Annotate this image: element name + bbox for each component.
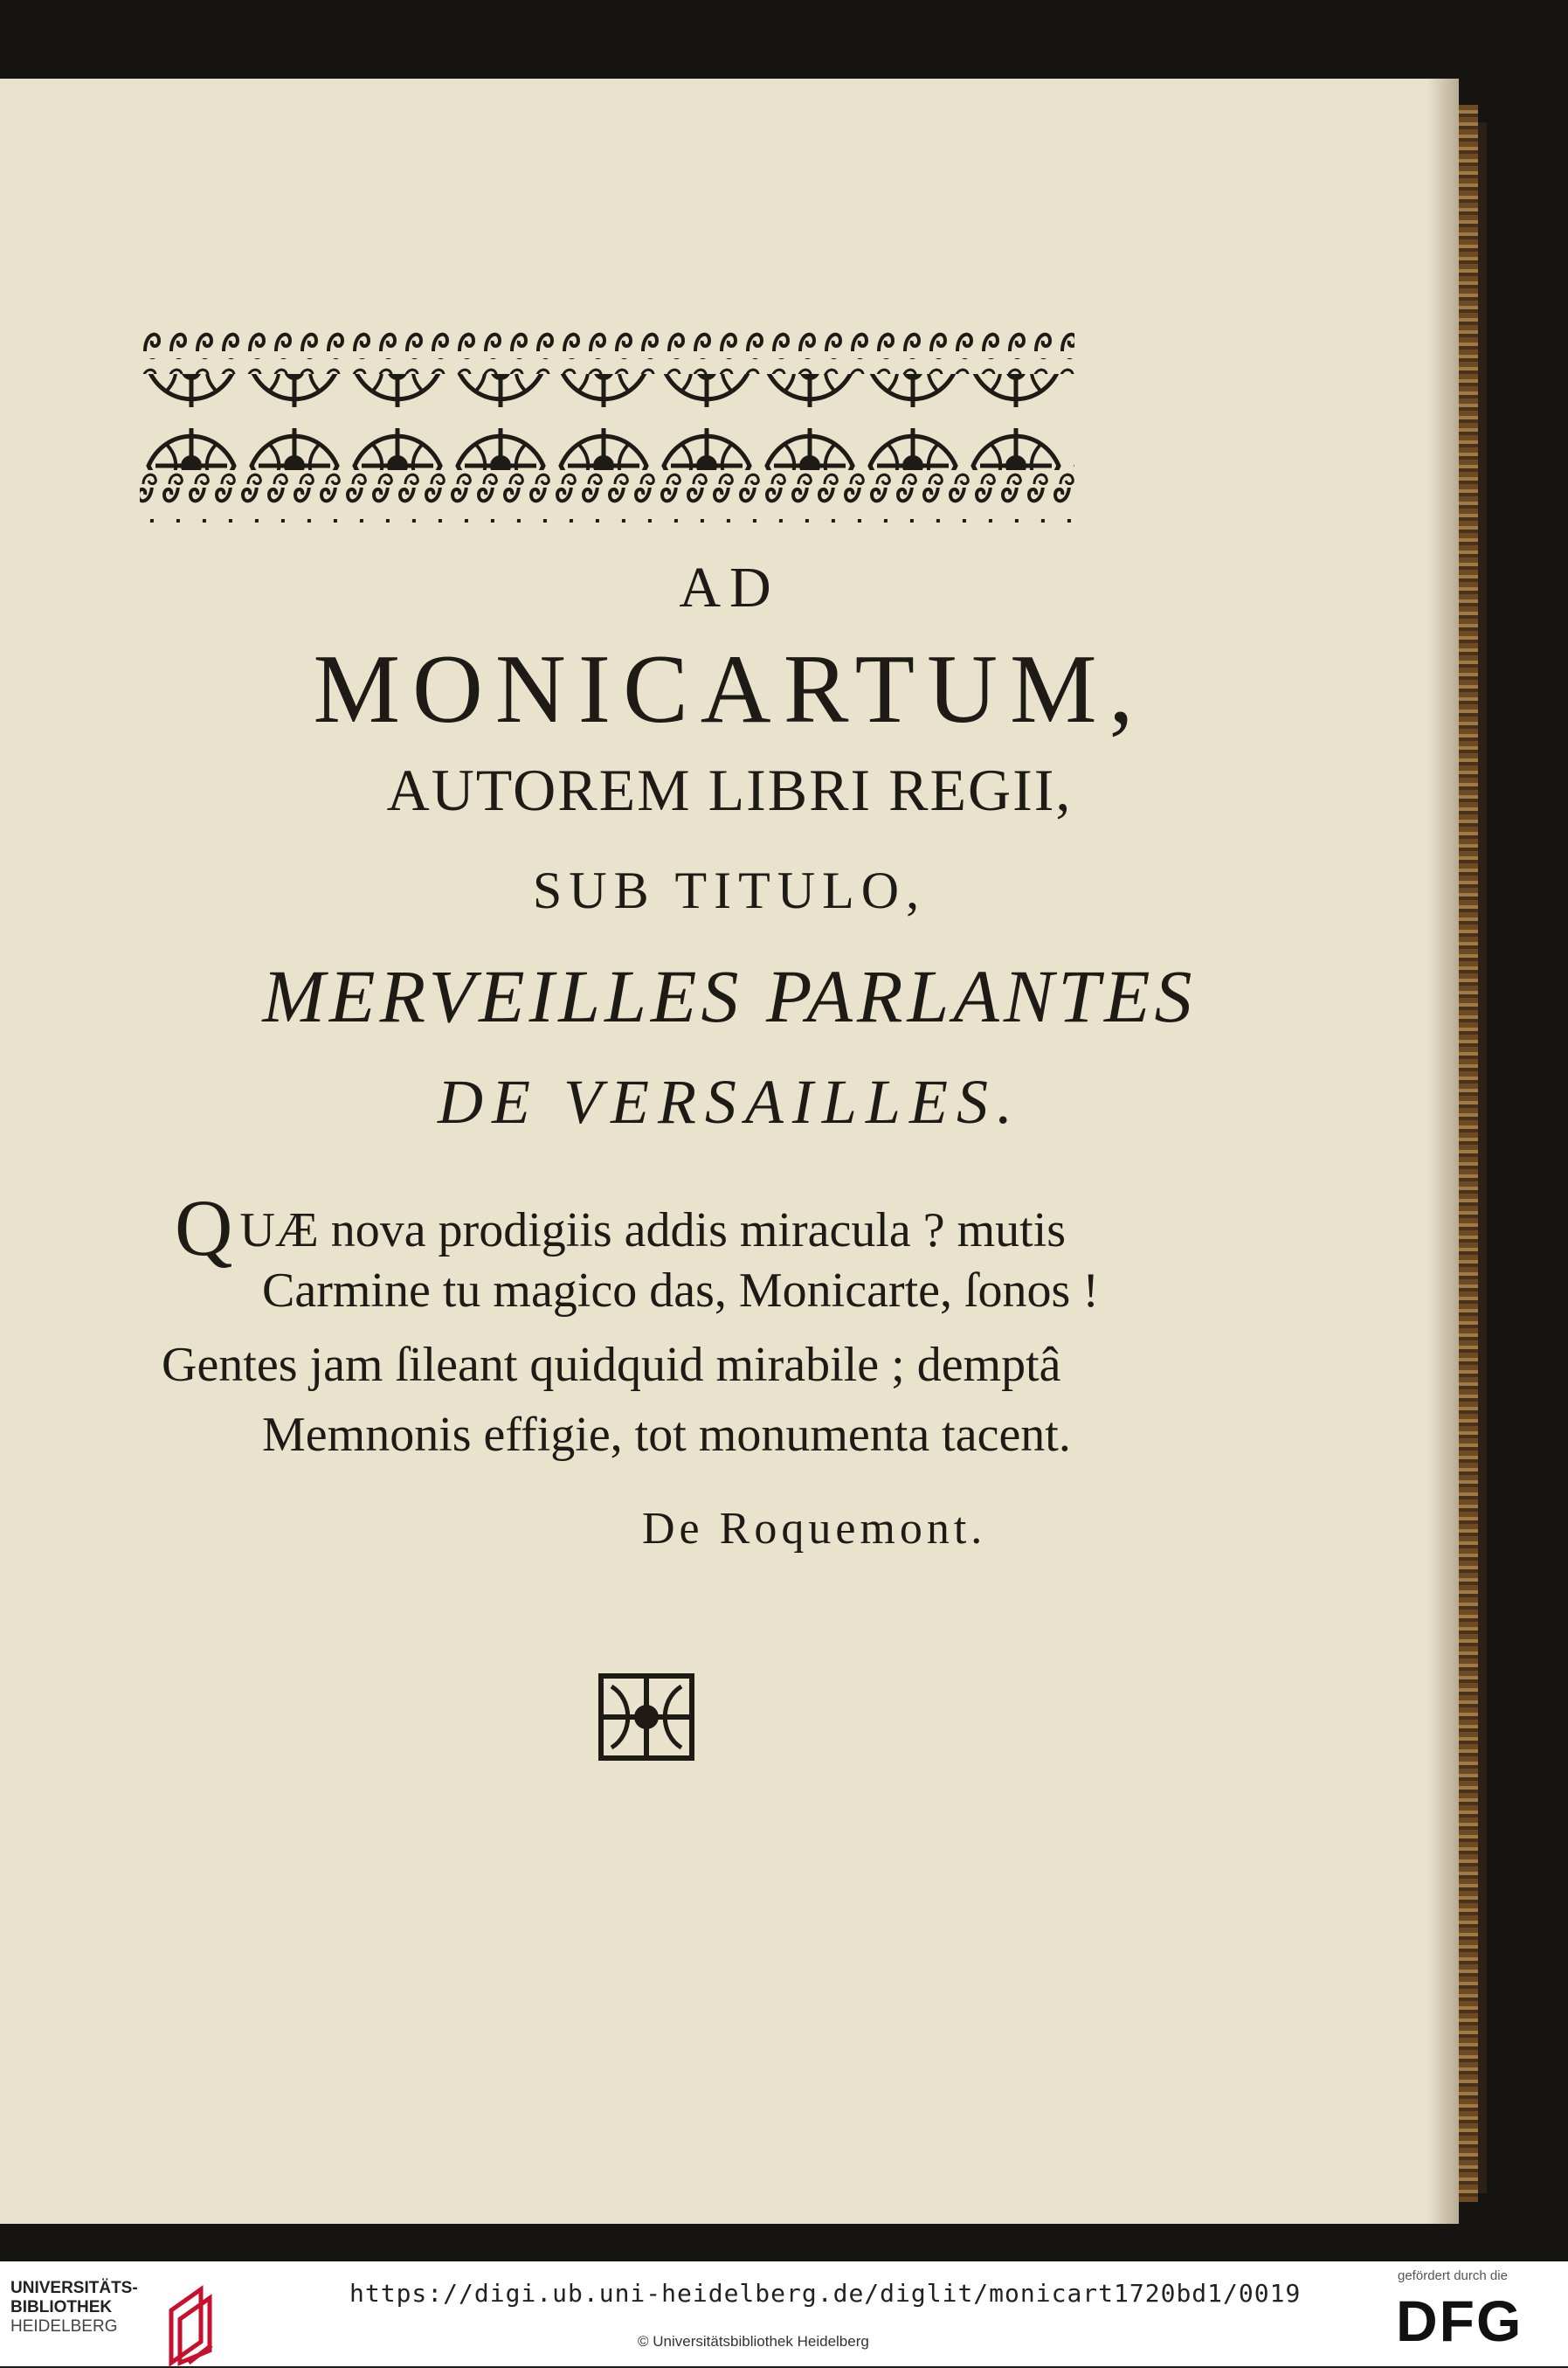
heading-autorem: AUTOREM LIBRI REGII, [386,757,1073,823]
university-seal-icon [166,2284,217,2368]
library-name-line3: HEIDELBERG [10,2317,118,2336]
page-edge-shadow [1427,79,1459,2224]
copyright-notice: © Universitätsbibliothek Heidelberg [638,2333,869,2350]
poem-line-1 [175,1181,1066,1274]
fleuron-ornament-icon [594,1669,699,1765]
drop-cap: Q [175,1183,233,1272]
book-page [0,79,1459,2224]
poem-line-4: Memnonis effigie, tot monumenta tacent. [262,1408,1071,1462]
dfg-logo[interactable]: DFG [1396,2288,1523,2353]
permalink-url[interactable]: https://digi.ub.uni-heidelberg.de/diglit/monicart1720bd1/0019 [349,2279,1302,2308]
heading-subtitle: SUB TITULO, [532,862,927,919]
signature: De Roquemont. [642,1504,987,1554]
book-spine-shadow [1478,122,1487,2193]
library-logo[interactable] [10,2279,229,2358]
library-name-line1: UNIVERSITÄTS- [10,2279,138,2297]
poem-line-2: Carmine tu magico das, Monicarte, ſonos ! [262,1264,1099,1318]
poem-line-3: Gentes jam ſileant quidquid mirabile ; demptâ [162,1338,1061,1392]
viewer-footer [0,2261,1568,2366]
poem-line-1-text: UÆ nova prodigiis addis miracula ? mutis [239,1203,1067,1257]
book-title-line2: DE VERSAILLES. [438,1067,1021,1137]
heading-ad: AD [679,556,780,620]
heading-name: MONICARTUM, [313,635,1146,744]
funding-caption: gefördert durch die [1398,2268,1508,2283]
book-title-line1: MERVEILLES PARLANTES [262,954,1197,1038]
library-name-line2: BIBLIOTHEK [10,2298,113,2316]
book-spine [1459,105,1478,2202]
ornament-band-icon [140,322,1074,523]
